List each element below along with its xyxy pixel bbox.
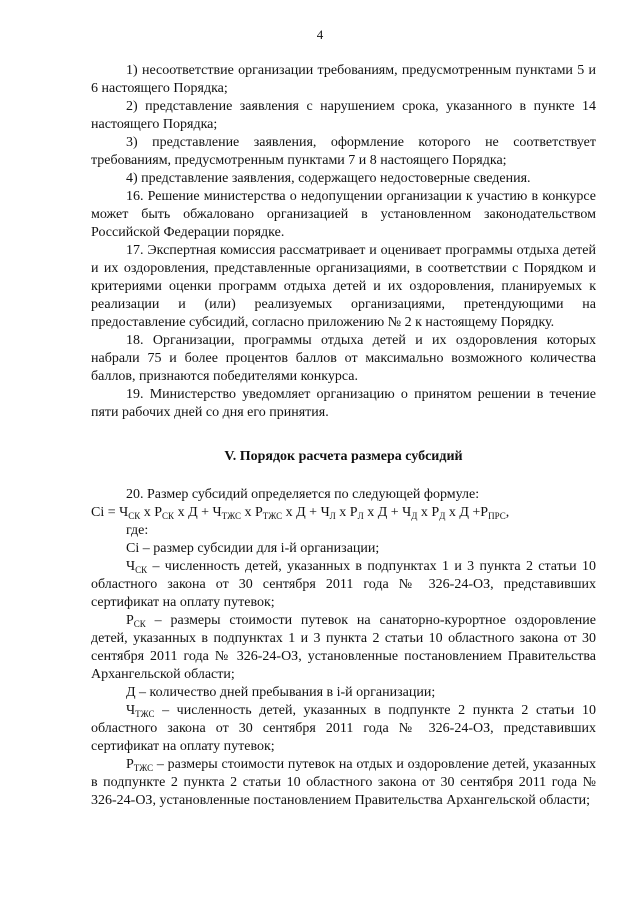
reason-1: 1) несоответствие организации требованиям, предусмотренным пунктами 5 и 6 настоящего Порядка; bbox=[91, 63, 596, 96]
paragraph-18: 18. Организации, программы отдыха детей и их оздоровления которых набрали 75 и более процентов баллов от максимально возможного количества баллов, признаются победителями конкурса. bbox=[91, 333, 596, 384]
definition-d: Д – количество дней пребывания в i-й организации; bbox=[126, 685, 436, 700]
definition-ch-tzhs: $Ч_{ТЖС}$ – численность детей, указанных в подпункте 2 пункта 2 статьи 10 областного закона от 30 сентября 2011 года № 326-24-ОЗ, представивших сертификат на оплату путевок; bbox=[91, 703, 596, 754]
paragraph-16: 16. Решение министерства о недопущении организации к участию в конкурсе может быть обжаловано организацией в установленном законодательством Российской Федерации порядке. bbox=[91, 189, 596, 240]
paragraph-20: 20. Размер субсидий определяется по следующей формуле: bbox=[126, 487, 480, 502]
page-number: 4 bbox=[316, 27, 324, 42]
paragraph-17: 17. Экспертная комиссия рассматривает и оценивает программы отдыха детей и их оздоровления, представленные организациями, в соответствии с Порядком и критериями оценки программ отдыха детей и их оздоровления, планируемых к реализации и (или) реализуемых организациями, претендующими на предоставление субсидий, согласно приложению № 2 к настоящему Порядку. bbox=[91, 243, 596, 330]
paragraph-19: 19. Министерство уведомляет организацию о принятом решении в течение пяти рабочих дней со дня его принятия. bbox=[91, 387, 596, 420]
reason-3: 3) представление заявления, оформление которого не соответствует требованиям, предусмотренным пунктами 7 и 8 настоящего Порядка; bbox=[91, 135, 596, 168]
definition-ch-sk: $Ч_{СК}$ – численность детей, указанных в подпунктах 1 и 3 пункта 2 статьи 10 областного закона от 30 сентября 2011 года № 326-24-ОЗ, представивших сертификат на оплату путевок; bbox=[91, 559, 596, 610]
section-heading: V. Порядок расчета размера субсидий bbox=[224, 449, 463, 464]
reason-2: 2) представление заявления с нарушением срока, указанного в пункте 14 настоящего Порядка; bbox=[91, 99, 596, 132]
document-body bbox=[91, 62, 596, 810]
definition-r-sk: $Р_{СК}$ – размеры стоимости путевок на санаторно-курортное оздоровление детей, указанных в подпунктах 1 и 3 пункта 2 статьи 10 областного закона от 30 сентября 2011 года № 326-24-ОЗ, установленные постановлением Правительства Архангельской области; bbox=[91, 613, 596, 682]
definition-r-tzhs: $Р_{ТЖС}$ – размеры стоимости путевок на отдых и оздоровление детей, указанных в подпункте 2 пункта 2 статьи 10 областного закона от 30 сентября 2011 года № 326-24-ОЗ, установленные постановлением Правительства Архангельской области; bbox=[91, 757, 596, 808]
subsidy-formula: $Ci = Ч_{СК}$ х $Р_{СК}$ х $Д + Ч_{ТЖС}$ х $Р_{ТЖС}$ х $Д + Ч_Л$ х $Р_Л$ х $Д + Ч_Д$ х $Р_Д$ х $Д +Р_{ПРС}$, bbox=[91, 505, 510, 521]
definition-ci: Ci – размер субсидии для i-й организации; bbox=[126, 541, 380, 556]
reason-4: 4) представление заявления, содержащего недостоверные сведения. bbox=[126, 171, 531, 186]
formula-where: где: bbox=[126, 523, 149, 538]
